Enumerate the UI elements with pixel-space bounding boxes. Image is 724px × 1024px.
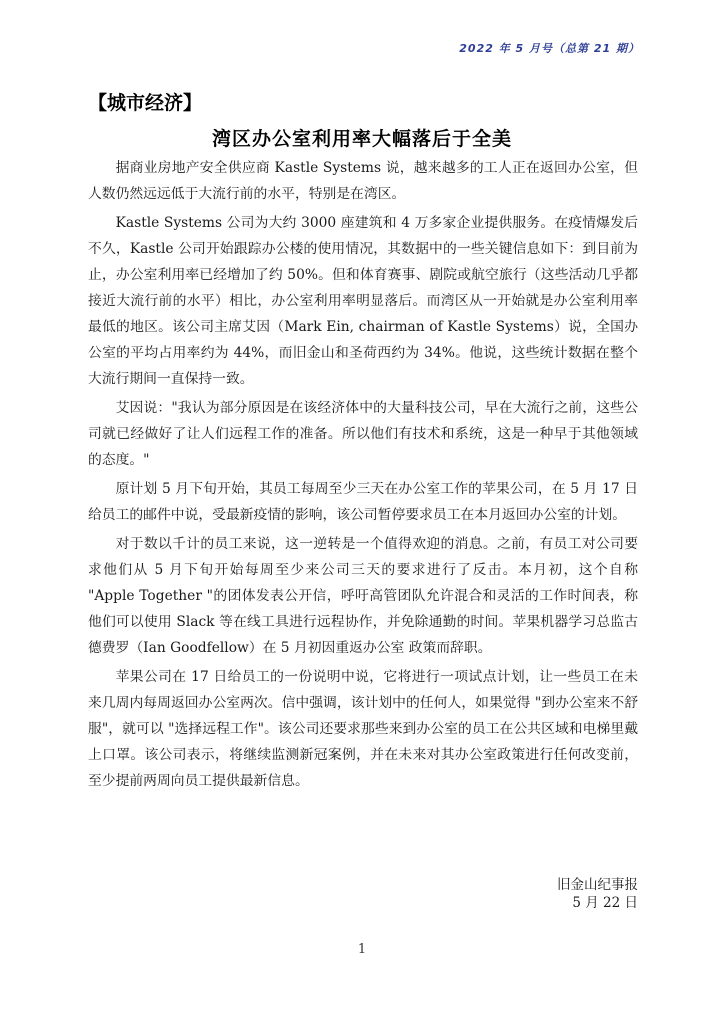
issue-header: 2022 年 5 月号（总第 21 期） [459, 42, 640, 55]
article-date: 5 月 22 日 [572, 895, 638, 911]
paragraph-6: 苹果公司在 17 日给员工的一份说明中说，它将进行一项试点计划，让一些员工在未来几周内每周返回办公室两次。信中强调，该计划中的任何人，如果觉得 "到办公室来不舒服"，就可以 "选择远程工作"。该公司还要求那些来到办公室的员工在公共区域和电梯里戴上口罩。该公司表示，将继续监测新冠案例，并在未来对其办公室政策进行任何改变前，至少提前两周向员工提供最新信息。 [88, 669, 638, 789]
paragraph-3: 艾因说："我认为部分原因是在该经济体中的大量科技公司，早在大流行之前，这些公司就已经做好了让人们远程工作的准备。所以他们有技术和系统，这是一种早于其他领域的态度。" [88, 400, 638, 468]
paragraph-4: 原计划 5 月下旬开始，其员工每周至少三天在办公室工作的苹果公司，在 5 月 17 日给员工的邮件中说，受最新疫情的影响，该公司暂停要求员工在本月返回办公室的计划。 [88, 481, 638, 523]
paragraph-1: 据商业房地产安全供应商 Kastle Systems 说，越来越多的工人正在返回办公室，但人数仍然远远低于大流行前的水平，特别是在湾区。 [88, 160, 638, 202]
page-number: 1 [357, 942, 367, 957]
paragraph-5: 对于数以千计的员工来说，这一逆转是一个值得欢迎的消息。之前，有员工对公司要求他们从 5 月下旬开始每周至少来公司三天的要求进行了反击。本月初，这个自称 "Apple Together "的团体发表公开信，呼吁高管团队允许混合和灵活的工作时间表，称他们可以使用 Slack 等在线工具进行远程协作，并免除通勤的时间。苹果机器学习总监古德费罗（Ian Goodfellow）在 5 月初因重返办公室 政策而辞职。 [88, 536, 638, 656]
section-tag: 【城市经济】 [88, 92, 203, 114]
article-title: 湾区办公室利用率大幅落后于全美 [211, 128, 512, 150]
article-body [88, 155, 638, 797]
paragraph-2: Kastle Systems 公司为大约 3000 座建筑和 4 万多家企业提供服务。在疫情爆发后不久，Kastle 公司开始跟踪办公楼的使用情况，其数据中的一些关键信息如下：到目前为止，办公室利用率已经增加了约 50%。但和体育赛事、剧院或航空旅行（这些活动几乎都接近大流行前的水平）相比，办公室利用率明显落后。而湾区从一开始就是办公室利用率最低的地区。该公司主席艾因（Mark Ein, chairman of Kastle Systems）说，全国办公室的平均占用率约为 44%，而旧金山和圣荷西约为 34%。他说，这些统计数据在整个大流行期间一直保持一致。 [88, 215, 638, 387]
article-source: 旧金山纪事报 [557, 877, 638, 893]
